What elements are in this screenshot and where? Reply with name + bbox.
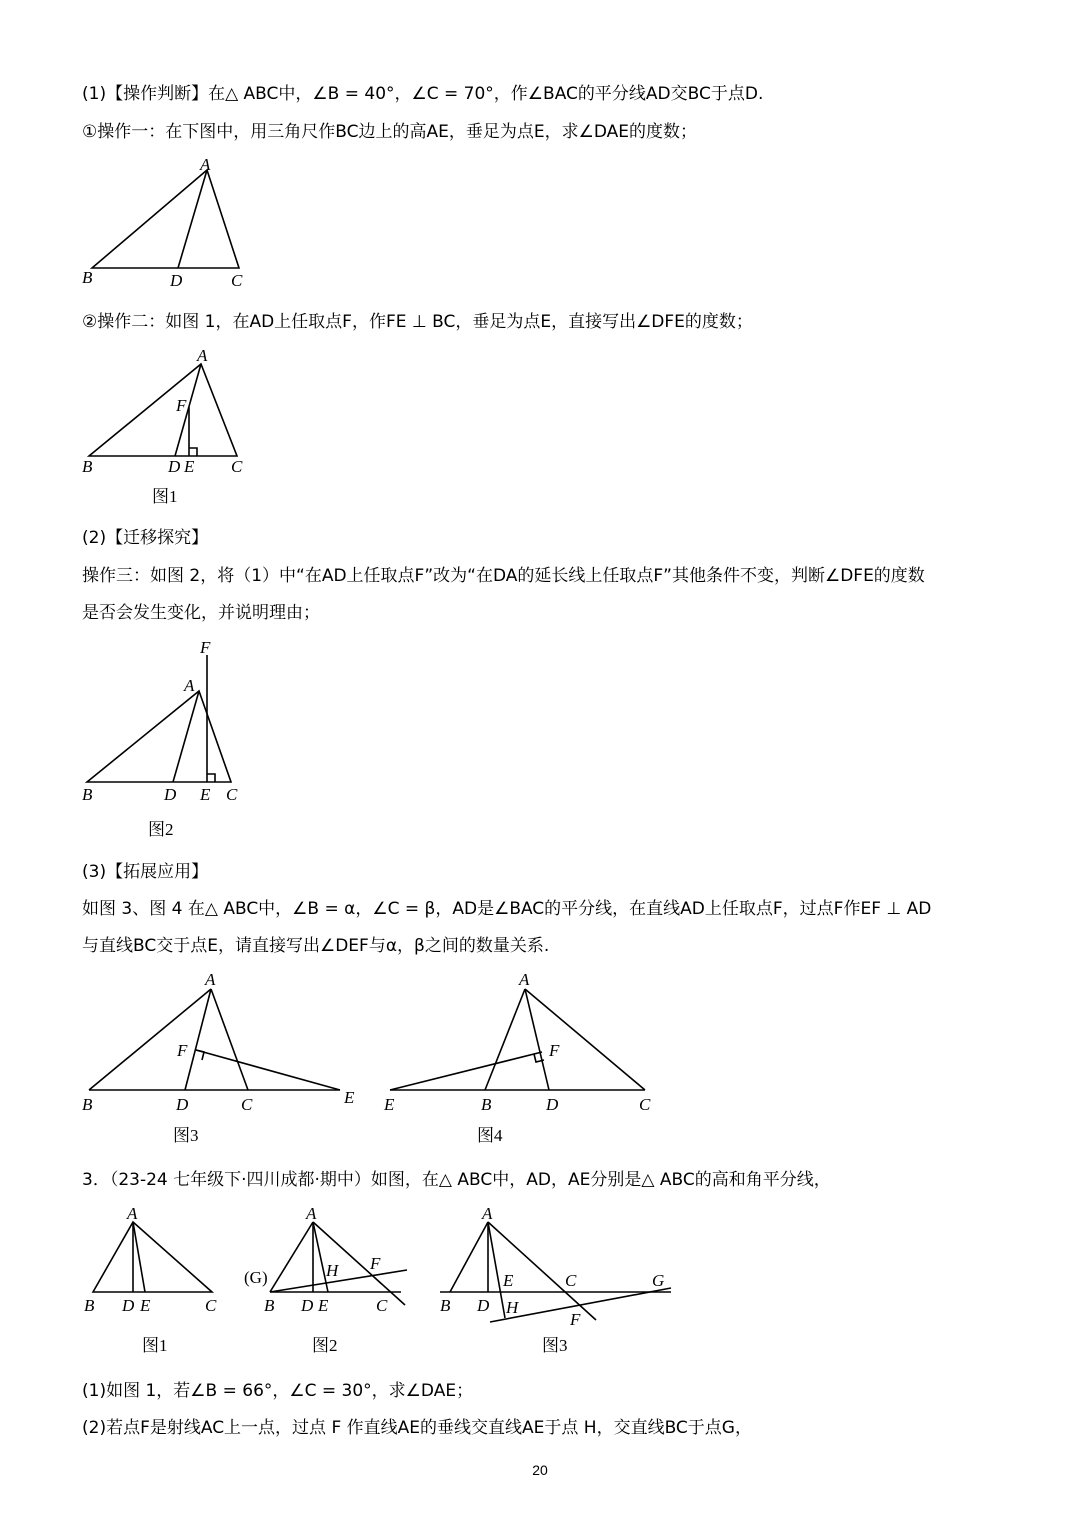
triangle-abc bbox=[87, 691, 231, 782]
label-a: A bbox=[306, 1204, 317, 1223]
caption-fig1: 图1 bbox=[152, 487, 178, 506]
label-d: D bbox=[164, 785, 177, 804]
label-b: B bbox=[82, 1095, 93, 1114]
caption-q3-fig3: 图3 bbox=[542, 1336, 568, 1355]
line-4: (2)【迁移探究】 bbox=[82, 528, 209, 548]
segment-ef bbox=[390, 1052, 542, 1090]
label-e: E bbox=[318, 1296, 329, 1315]
label-f: F bbox=[200, 638, 211, 657]
label-d: D bbox=[301, 1296, 314, 1315]
label-a: A bbox=[197, 346, 208, 365]
label-a: A bbox=[127, 1204, 138, 1223]
label-d: D bbox=[546, 1095, 559, 1114]
triangle-abc bbox=[92, 170, 239, 268]
figure-2 bbox=[78, 635, 258, 845]
label-b: B bbox=[264, 1296, 275, 1315]
segment-ad bbox=[525, 989, 549, 1090]
label-b: B bbox=[440, 1296, 451, 1315]
label-e: E bbox=[344, 1088, 355, 1107]
line-9: 与直线BC交于点E，请直接写出∠DEF与α，β之间的数量关系. bbox=[82, 936, 550, 956]
line-5: 操作三：如图 2，将（1）中“在AD上任取点F”改为“在DA的延长线上任取点F”其他条件不变，判断∠DFE的度数 bbox=[82, 566, 925, 586]
label-a: A bbox=[200, 155, 211, 174]
q3-figure-3 bbox=[430, 1200, 680, 1360]
label-d: D bbox=[168, 457, 181, 476]
triangle-abc bbox=[93, 1222, 212, 1292]
right-angle-mark bbox=[196, 1050, 204, 1060]
label-c: C bbox=[639, 1095, 651, 1114]
line-2: ①操作一：在下图中，用三角尺作BC边上的高AE，垂足为点E，求∠DAE的度数； bbox=[82, 122, 697, 142]
segment-ab bbox=[270, 1222, 313, 1292]
segment-ac bbox=[211, 989, 248, 1090]
label-f: F bbox=[570, 1310, 581, 1329]
label-e: E bbox=[200, 785, 211, 804]
figure-4 bbox=[380, 970, 670, 1150]
right-angle-mark bbox=[189, 448, 197, 456]
segment-ab bbox=[485, 989, 525, 1090]
label-h: H bbox=[326, 1261, 339, 1280]
line-10: 3．（23-24 七年级下·四川成都·期中）如图，在△ ABC中，AD，AE分别是△ ABC的高和角平分线， bbox=[82, 1170, 831, 1190]
figure-3 bbox=[78, 970, 378, 1150]
line-6: 是否会发生变化，并说明理由； bbox=[82, 603, 320, 623]
segment-ae bbox=[488, 1222, 505, 1318]
label-b: B bbox=[82, 457, 93, 476]
segment-ad bbox=[185, 989, 211, 1090]
figure-1 bbox=[78, 345, 258, 510]
line-3: ②操作二：如图 1，在AD上任取点F，作FE ⊥ BC，垂足为点E，直接写出∠DFE的度数； bbox=[82, 312, 753, 332]
line-7: (3)【拓展应用】 bbox=[82, 862, 209, 882]
label-e: E bbox=[384, 1095, 395, 1114]
label-g: G bbox=[652, 1271, 665, 1290]
label-a: A bbox=[205, 970, 216, 989]
segment-ab bbox=[450, 1222, 488, 1292]
label-b: B bbox=[84, 1296, 95, 1315]
label-c: C bbox=[376, 1296, 388, 1315]
label-f: F bbox=[177, 1041, 188, 1060]
label-h: H bbox=[506, 1298, 519, 1317]
label-a: A bbox=[482, 1204, 493, 1223]
q3-figure-1 bbox=[78, 1200, 248, 1360]
label-e: E bbox=[184, 457, 195, 476]
label-d: D bbox=[176, 1095, 189, 1114]
label-e: E bbox=[140, 1296, 151, 1315]
figure-triangle-abc bbox=[78, 155, 258, 295]
label-f: F bbox=[549, 1041, 560, 1060]
label-a: A bbox=[519, 970, 530, 989]
caption-fig2: 图2 bbox=[148, 820, 174, 839]
line-8: 如图 3、图 4 在△ ABC中，∠B = α，∠C = β，AD是∠BAC的平分线，在直线AD上任取点F，过点F作EF ⊥ AD bbox=[82, 899, 932, 919]
label-c: C bbox=[231, 457, 243, 476]
page-number: 20 bbox=[532, 1462, 548, 1478]
segment-ad bbox=[173, 691, 199, 782]
segment-ae bbox=[133, 1222, 145, 1292]
label-b: B bbox=[82, 268, 93, 287]
label-c: C bbox=[565, 1271, 577, 1290]
segment-ad bbox=[178, 170, 207, 268]
label-b: B bbox=[481, 1095, 492, 1114]
label-e: E bbox=[503, 1271, 514, 1290]
caption-fig4: 图4 bbox=[477, 1126, 503, 1145]
label-c: C bbox=[231, 271, 243, 290]
label-d: D bbox=[122, 1296, 135, 1315]
label-c: C bbox=[241, 1095, 253, 1114]
label-b: B bbox=[82, 785, 93, 804]
segment-ac bbox=[525, 989, 645, 1090]
label-c: C bbox=[205, 1296, 217, 1315]
segment-fe bbox=[196, 1050, 340, 1090]
caption-fig3: 图3 bbox=[173, 1126, 199, 1145]
label-f: F bbox=[370, 1254, 381, 1273]
caption-q3-fig1: 图1 bbox=[142, 1336, 168, 1355]
right-angle-mark bbox=[534, 1054, 544, 1062]
label-d: D bbox=[477, 1296, 490, 1315]
label-c: C bbox=[226, 785, 238, 804]
caption-q3-fig2: 图2 bbox=[312, 1336, 338, 1355]
line-1: (1)【操作判断】在△ ABC中，∠B = 40°，∠C = 70°，作∠BAC的平分线AD交BC于点D. bbox=[82, 84, 764, 104]
triangle-abc bbox=[89, 364, 237, 456]
right-angle-mark bbox=[207, 774, 215, 782]
label-a: A bbox=[184, 676, 195, 695]
q3-figure-2 bbox=[240, 1200, 420, 1360]
line-11: (1)如图 1，若∠B = 66°，∠C = 30°，求∠DAE； bbox=[82, 1381, 474, 1401]
segment-ab bbox=[89, 989, 211, 1090]
line-12: (2)若点F是射线AC上一点，过点 F 作直线AE的垂线交直线AE于点 H，交直线BC于点G， bbox=[82, 1418, 752, 1438]
label-d: D bbox=[170, 271, 183, 290]
label-g: (G) bbox=[244, 1268, 268, 1287]
label-f: F bbox=[176, 396, 187, 415]
